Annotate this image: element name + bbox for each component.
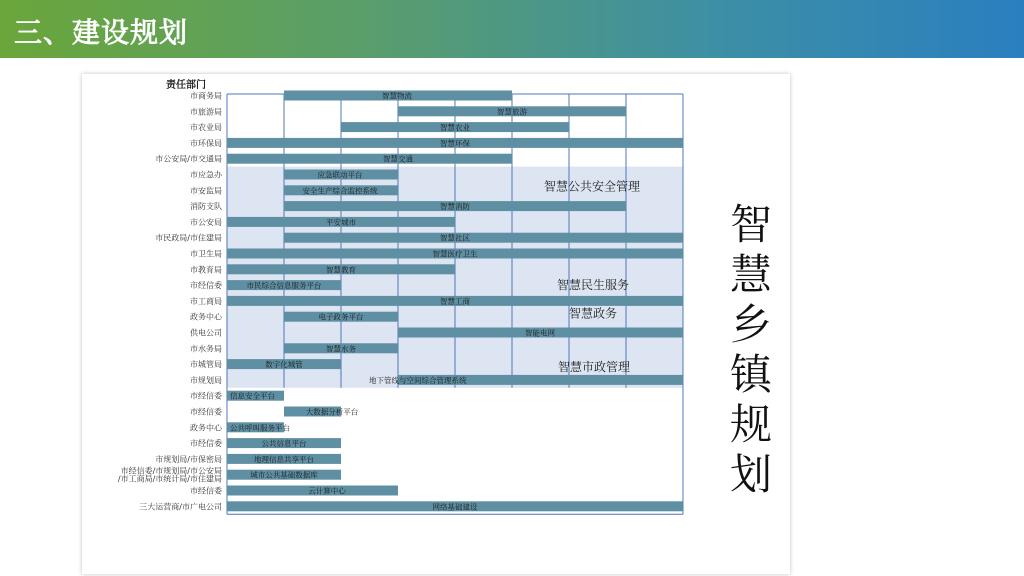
row-label: 市公安局/市交通局 [155,154,222,164]
row-label: 市农业局 [190,123,222,133]
plan-bar-label: 智慧医疗卫生 [432,249,478,259]
region-label: 智慧市政管理 [558,360,631,375]
plan-bar-label: 地理信息共享平台 [254,454,314,464]
plan-bar-label: 智慧旅游 [497,107,527,117]
region-label: 智慧民生服务 [557,278,630,293]
row-label: 市经信委 [190,439,222,449]
row-label: 供电公司 [190,328,222,338]
plan-bar-label: 智慧教育 [326,265,356,275]
row-label: 市城管局 [190,360,222,370]
plan-bar [284,233,683,243]
header-banner [0,0,1024,58]
row-label: 市教育局 [190,265,222,275]
plan-bar-label: 应急联动平台 [317,170,363,180]
row-label: 市经信委 [190,407,222,417]
plan-bar-label: 公共呼叫服务平台 [230,423,290,433]
column-header: 责任部门 [166,80,206,91]
side-title-char: 划 [729,450,772,499]
row-label: 市规划局 [190,375,222,385]
side-title [726,200,776,500]
plan-bar-label: 安全生产综合监控系统 [302,186,378,196]
row-label: 政务中心 [190,423,222,433]
row-label: 市经信委 [190,486,222,496]
row-label: 市卫生局 [190,249,222,259]
plan-bar-label: 智慧物流 [382,91,412,101]
planning-chart [82,74,790,574]
plan-bar-label: 智慧水务 [326,344,356,354]
row-label: 市应急办 [190,170,222,180]
side-title-char: 镇 [729,350,772,399]
row-label: 市商务局 [190,91,222,101]
row-label: 市环保局 [190,138,222,148]
plan-bar-label: 城市公共基础数据库 [250,470,318,480]
region-label: 智慧政务 [569,306,618,321]
planning-chart-figure [82,74,790,574]
row-label: 市经信委/市规划局/市公安局 [120,466,222,476]
plan-bar-label: 市民综合信息服务平台 [246,281,322,291]
row-label: 政务中心 [190,312,222,322]
plan-bar-label: 智慧工商 [440,296,470,306]
plan-bar-label: 信息安全平台 [230,391,275,401]
row-label: 市民政局/市住建局 [155,233,222,243]
plan-bar-label: 智慧交通 [383,154,413,164]
region-label: 智慧公共安全管理 [544,179,641,194]
row-label: 三大运营商/市广电公司 [139,502,222,512]
side-title-char: 智 [729,200,772,249]
plan-bar-label: 智慧社区 [440,233,470,243]
plan-bar [227,154,512,164]
row-label: /市工商局/市统计局/市住建局 [117,474,222,484]
plan-bar-label: 电子政务平台 [318,312,364,322]
side-title-char: 乡 [729,300,772,349]
row-label: 市公安局 [190,217,222,227]
side-title-char: 规 [729,400,772,449]
side-title-char: 慧 [729,250,772,299]
row-label: 市安监局 [190,186,222,196]
row-label: 市水务局 [190,344,222,354]
plan-bar-label: 平安城市 [326,217,356,227]
row-label: 市旅游局 [190,107,222,117]
plan-bar-label: 大数据分析平台 [305,407,359,417]
plan-bar-label: 智能电网 [525,328,555,338]
page-title: 三、建设规划 [14,16,189,49]
plan-bar-label: 公共信息平台 [261,439,307,449]
plan-bar-label: 地下管线与空间综合管理系统 [369,375,467,385]
plan-bar-label: 智慧环保 [440,138,470,148]
plan-bar-label: 数字化城管 [265,360,303,370]
row-label: 市经信委 [190,391,222,401]
plan-bar-label: 云计算中心 [308,486,346,496]
row-label: 市规划局/市保密局 [155,454,222,464]
plan-bar-label: 智慧农业 [440,123,470,133]
row-label: 市工商局 [190,296,222,306]
row-label: 市经信委 [190,281,222,291]
row-label: 消防支队 [190,202,222,212]
plan-bar-label: 智慧消防 [440,202,470,212]
plan-bar-label: 网络基础建设 [432,502,478,512]
